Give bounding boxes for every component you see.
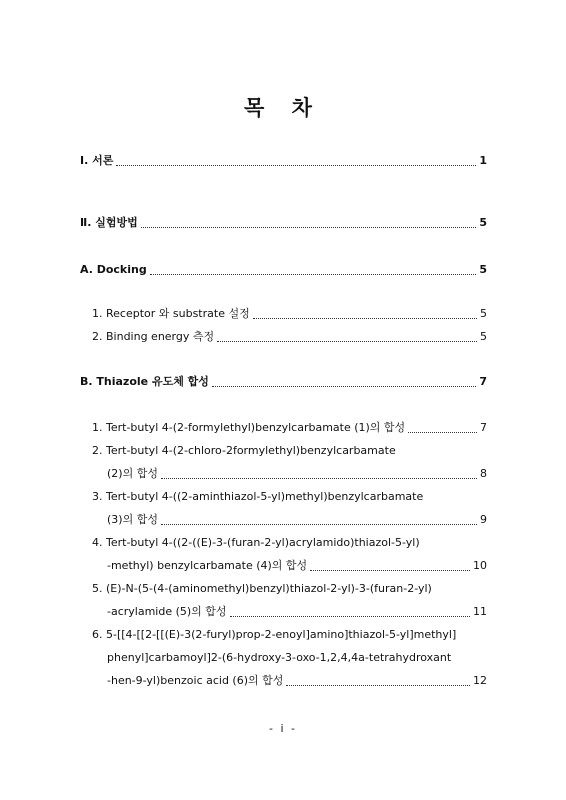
toc-label: -hen-9-yl)benzoic acid (6)의 합성 (107, 674, 284, 687)
toc-page-number: 7 (480, 421, 487, 434)
toc-page-number: 5 (479, 216, 487, 229)
toc-entry-compound-6[interactable] (107, 674, 487, 688)
leader-dots (230, 606, 470, 617)
page-title: 목 차 (244, 96, 322, 120)
toc-entry-compound-2-line1: 2. Tert-butyl 4-(2-chloro-2formylethyl)benzylcarbamate (92, 444, 396, 457)
toc-entry-compound-5-line1: 5. (E)-N-(5-(4-(aminomethyl)benzyl)thiazol-2-yl)-3-(furan-2-yl) (92, 582, 432, 595)
toc-label: Ⅱ. 실험방법 (80, 216, 138, 229)
toc-entry-compound-1[interactable] (92, 421, 487, 435)
toc-entry-compound-2[interactable] (107, 467, 487, 481)
leader-dots (212, 376, 476, 387)
toc-label: 1. Tert-butyl 4-(2-formylethyl)benzylcarbamate (1)의 합성 (92, 421, 406, 434)
toc-page-number: 12 (473, 674, 487, 687)
toc-page-number: 10 (473, 559, 487, 572)
toc-label: 1. Receptor 와 substrate 설정 (92, 307, 250, 320)
toc-label: A. Docking (80, 263, 147, 276)
leader-dots (286, 675, 470, 686)
leader-dots (408, 422, 477, 433)
toc-page-number: 5 (479, 263, 487, 276)
toc-page-number: 5 (480, 307, 487, 320)
toc-entry-compound-3[interactable] (107, 513, 487, 527)
leader-dots (253, 308, 477, 319)
page-footer-number: - i - (269, 722, 297, 735)
toc-page-number: 11 (473, 605, 487, 618)
toc-entry-receptor[interactable] (92, 307, 487, 321)
leader-dots (161, 468, 477, 479)
toc-page-number: 8 (480, 467, 487, 480)
toc-page-number: 1 (479, 154, 487, 167)
toc-page-number: 7 (479, 375, 487, 388)
leader-dots (141, 217, 477, 228)
toc-entry-compound-4[interactable] (107, 559, 487, 573)
leader-dots (161, 514, 477, 525)
toc-entry-compound-6-line1: 6. 5-[[4-[[2-[[(E)-3(2-furyl)prop-2-enoyl]amino]thiazol-5-yl]methyl] (92, 628, 457, 641)
toc-entry-binding-energy[interactable] (92, 330, 487, 344)
toc-page-number: 5 (480, 330, 487, 343)
toc-entry-compound-6-line2: phenyl]carbamoyl]2-(6-hydroxy-3-oxo-1,2,4,4a-tetrahydroxant (107, 651, 452, 664)
toc-label: B. Thiazole 유도체 합성 (80, 375, 209, 388)
leader-dots (217, 331, 477, 342)
toc-label: (2)의 합성 (107, 467, 158, 480)
toc-entry-compound-3-line1: 3. Tert-butyl 4-((2-aminthiazol-5-yl)methyl)benzylcarbamate (92, 490, 424, 503)
toc-label: -acrylamide (5)의 합성 (107, 605, 227, 618)
leader-dots (310, 560, 470, 571)
toc-label: -methyl) benzylcarbamate (4)의 합성 (107, 559, 308, 572)
toc-entry-intro[interactable] (80, 154, 487, 168)
leader-dots (116, 155, 476, 166)
toc-entry-docking[interactable] (80, 263, 487, 277)
toc-entry-compound-5[interactable] (107, 605, 487, 619)
toc-label: (3)의 합성 (107, 513, 158, 526)
toc-label: 2. Binding energy 측정 (92, 330, 215, 343)
toc-entry-thiazole[interactable] (80, 375, 487, 389)
toc-entry-methods[interactable] (80, 216, 487, 230)
toc-label: Ⅰ. 서론 (80, 154, 114, 167)
toc-page-number: 9 (480, 513, 487, 526)
leader-dots (150, 264, 477, 275)
toc-entry-compound-4-line1: 4. Tert-butyl 4-((2-((E)-3-(furan-2-yl)acrylamido)thiazol-5-yl) (92, 536, 420, 549)
